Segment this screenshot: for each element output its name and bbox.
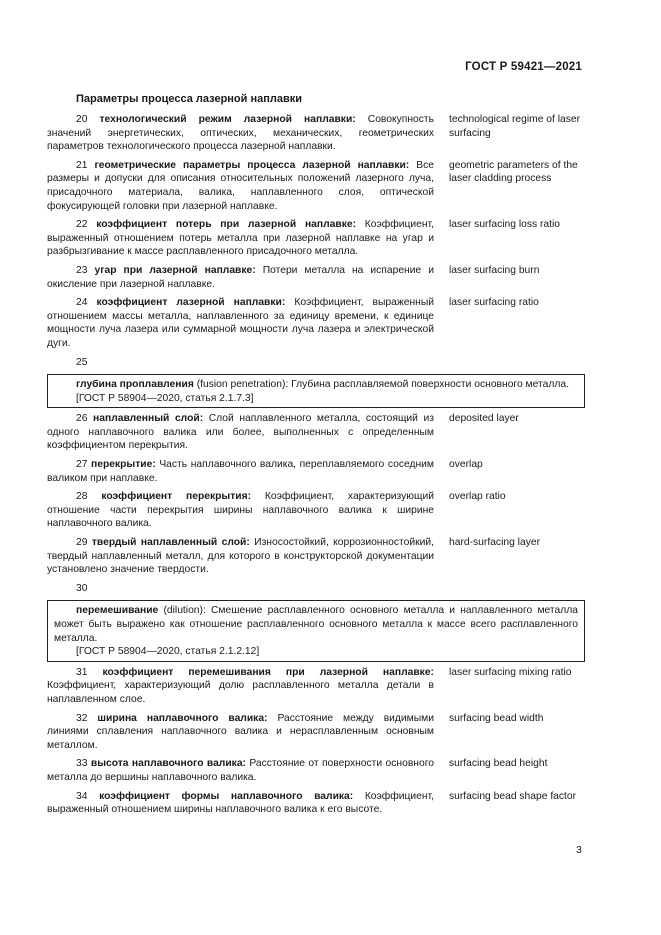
- terms-content: [47, 113, 585, 822]
- term-entry: [47, 296, 585, 350]
- quoted-term-box: [47, 600, 585, 661]
- term-definition: Совокупность значений энергетических, оптических, механических, геометрических параметров технологического процесса лазерной наплавки.: [47, 114, 434, 153]
- document-header: ГОСТ Р 59421—2021: [465, 61, 582, 73]
- quoted-term-box: [47, 374, 585, 408]
- term-ru: [47, 159, 434, 213]
- source-reference: [ГОСТ Р 58904—2020, статья 2.1.7.3]: [76, 392, 254, 404]
- term-ru: [47, 264, 434, 291]
- term-definition: Расстояние от поверхности основного металла до вершины наплавочного валика.: [47, 758, 434, 783]
- term-definition: Износостойкий, коррозионностойкий, твердый наплавленный металл, для которого в конструкторской документации установлено значение твердости.: [47, 537, 434, 576]
- term-en: surfacing bead height: [449, 758, 548, 770]
- term-number: 29: [76, 537, 88, 549]
- term-number: 28: [76, 491, 88, 503]
- term-number: 34: [76, 790, 88, 802]
- term-entry: [47, 159, 585, 213]
- term-name: коэффициент перемешивания при лазерной наплавке:: [102, 666, 434, 678]
- term-name: перекрытие:: [91, 459, 156, 471]
- term-en: overlap ratio: [449, 491, 506, 503]
- term-name: наплавленный слой:: [93, 413, 204, 425]
- term-definition: Все размеры и допуски для описания относительных положений лазерного луча, присадочного материала, валика, наплавленного слоя, оптической фокусирующей головки при лазерной наплавке.: [47, 159, 434, 212]
- source-reference: [ГОСТ Р 58904—2020, статья 2.1.2.12]: [76, 646, 260, 658]
- term-name: коэффициент лазерной наплавки:: [96, 297, 286, 309]
- term-en: laser surfacing loss ratio: [449, 219, 561, 231]
- term-entry: [47, 790, 585, 817]
- term-number: 20: [76, 114, 88, 125]
- term-definition: Коэффициент, выраженный отношением массы металла, наплавленного за единицу времени, к единице мощности луча лазера или суммарной мощности луча лазера и электрической дуги.: [47, 297, 434, 349]
- term-name: высота наплавочного валика:: [90, 758, 246, 770]
- quoted-term-text: [54, 604, 578, 645]
- term-definition: : Смешение расплавленного основного металла и наплавленного металла может быть выражено как отношение расплавленного основного металла к массе всего расплавленного металла.: [54, 605, 578, 644]
- term-en: laser surfacing burn: [449, 264, 540, 276]
- term-en: overlap: [449, 459, 483, 471]
- term-ru: [47, 412, 434, 453]
- terms-group-a: [47, 113, 585, 351]
- term-ru: [47, 790, 434, 817]
- term-ru: [47, 218, 434, 259]
- term-name: глубина проплавления: [76, 379, 194, 391]
- term-entry: [47, 458, 585, 485]
- term-en: deposited layer: [449, 413, 519, 425]
- quoted-term-text: [54, 378, 578, 392]
- term-definition: Расстояние между видимыми линиями сплавления наплавочного валика и нерасплавленным основным металлом.: [47, 712, 434, 751]
- term-entry: [47, 412, 585, 453]
- term-number: 24: [76, 297, 88, 309]
- terms-group-b: [47, 412, 585, 577]
- term-name: твердый наплавленный слой:: [91, 537, 250, 549]
- term-number: 33: [76, 758, 88, 770]
- term-number: 32: [76, 712, 88, 724]
- term-name: коэффициент формы наплавочного валика:: [99, 790, 354, 802]
- term-entry: [47, 666, 585, 707]
- term-number: 23: [76, 264, 88, 276]
- page-number: 3: [576, 844, 582, 856]
- term-definition: Часть наплавочного валика, переплавляемого соседним валиком при наплавке.: [47, 459, 434, 484]
- term-entry: [47, 490, 585, 531]
- terms-group-c: [47, 666, 585, 817]
- term-ru: [47, 757, 434, 784]
- term-definition: Коэффициент, выраженный отношением ширины наплавочного валика к его высоте.: [47, 790, 434, 816]
- term-en: (dilution): [158, 605, 203, 617]
- section-title: Параметры процесса лазерной наплавки: [76, 93, 303, 105]
- term-number: 21: [76, 159, 88, 171]
- term-name: ширина наплавочного валика:: [97, 712, 268, 724]
- term-number: 25: [76, 356, 88, 368]
- term-definition: Коэффициент, выраженный отношением потерь металла при лазерной наплавке на угар и разбрызгивание к массе расплавленного присадочного металла.: [47, 219, 434, 258]
- term-entry: [47, 264, 585, 291]
- term-number: 30: [76, 582, 88, 594]
- term-entry: [47, 536, 585, 577]
- term-entry: [47, 218, 585, 259]
- term-ru: [47, 113, 434, 154]
- term-en: hard-surfacing layer: [449, 537, 540, 549]
- term-name: технологический режим лазерной наплавки:: [99, 114, 356, 125]
- term-definition: Потери металла на испарение и окисление при лазерной наплавке.: [47, 264, 434, 290]
- term-definition: : Глубина расплавляемой поверхности основного металла.: [285, 379, 569, 391]
- term-number: 22: [76, 219, 88, 231]
- term-number: 27: [76, 459, 88, 471]
- term-definition: Коэффициент, характеризующий долю расплавленного металла детали в наплавленном слое.: [47, 680, 434, 705]
- term-en: technological regime of laser surfacing: [449, 114, 581, 139]
- term-name: геометрические параметры процесса лазерной наплавки:: [94, 159, 410, 171]
- term-en: surfacing bead width: [449, 712, 544, 724]
- term-ru: [47, 458, 434, 485]
- term-entry: [47, 113, 585, 154]
- term-ru: [47, 712, 434, 753]
- term-name: коэффициент потерь при лазерной наплавке:: [96, 219, 357, 231]
- term-en: laser surfacing mixing ratio: [449, 666, 572, 678]
- term-name: угар при лазерной наплавке:: [94, 264, 256, 276]
- term-en: surfacing bead shape factor: [449, 790, 577, 802]
- term-definition: Коэффициент, характеризующий отношение части перекрытия ширины наплавочного валика к ширине наплавочного валика.: [47, 491, 434, 530]
- term-number: 31: [76, 666, 88, 678]
- term-en: laser surfacing ratio: [449, 297, 539, 309]
- term-en: geometric parameters of the laser cladding process: [449, 159, 578, 185]
- term-name: перемешивание: [76, 605, 159, 617]
- term-ru: [47, 490, 434, 531]
- term-entry: [47, 757, 585, 784]
- term-number: 26: [76, 413, 88, 425]
- term-ru: [47, 536, 434, 577]
- term-definition: Слой наплавленного металла, состоящий из одного наплавочного валика или более, выполненных с определенным коэффициентом перекрытия.: [47, 413, 434, 452]
- term-name: коэффициент перекрытия:: [101, 491, 252, 503]
- term-ru: [47, 296, 434, 350]
- term-entry: [47, 712, 585, 753]
- term-en: (fusion penetration): [193, 379, 286, 391]
- term-ru: [47, 666, 434, 707]
